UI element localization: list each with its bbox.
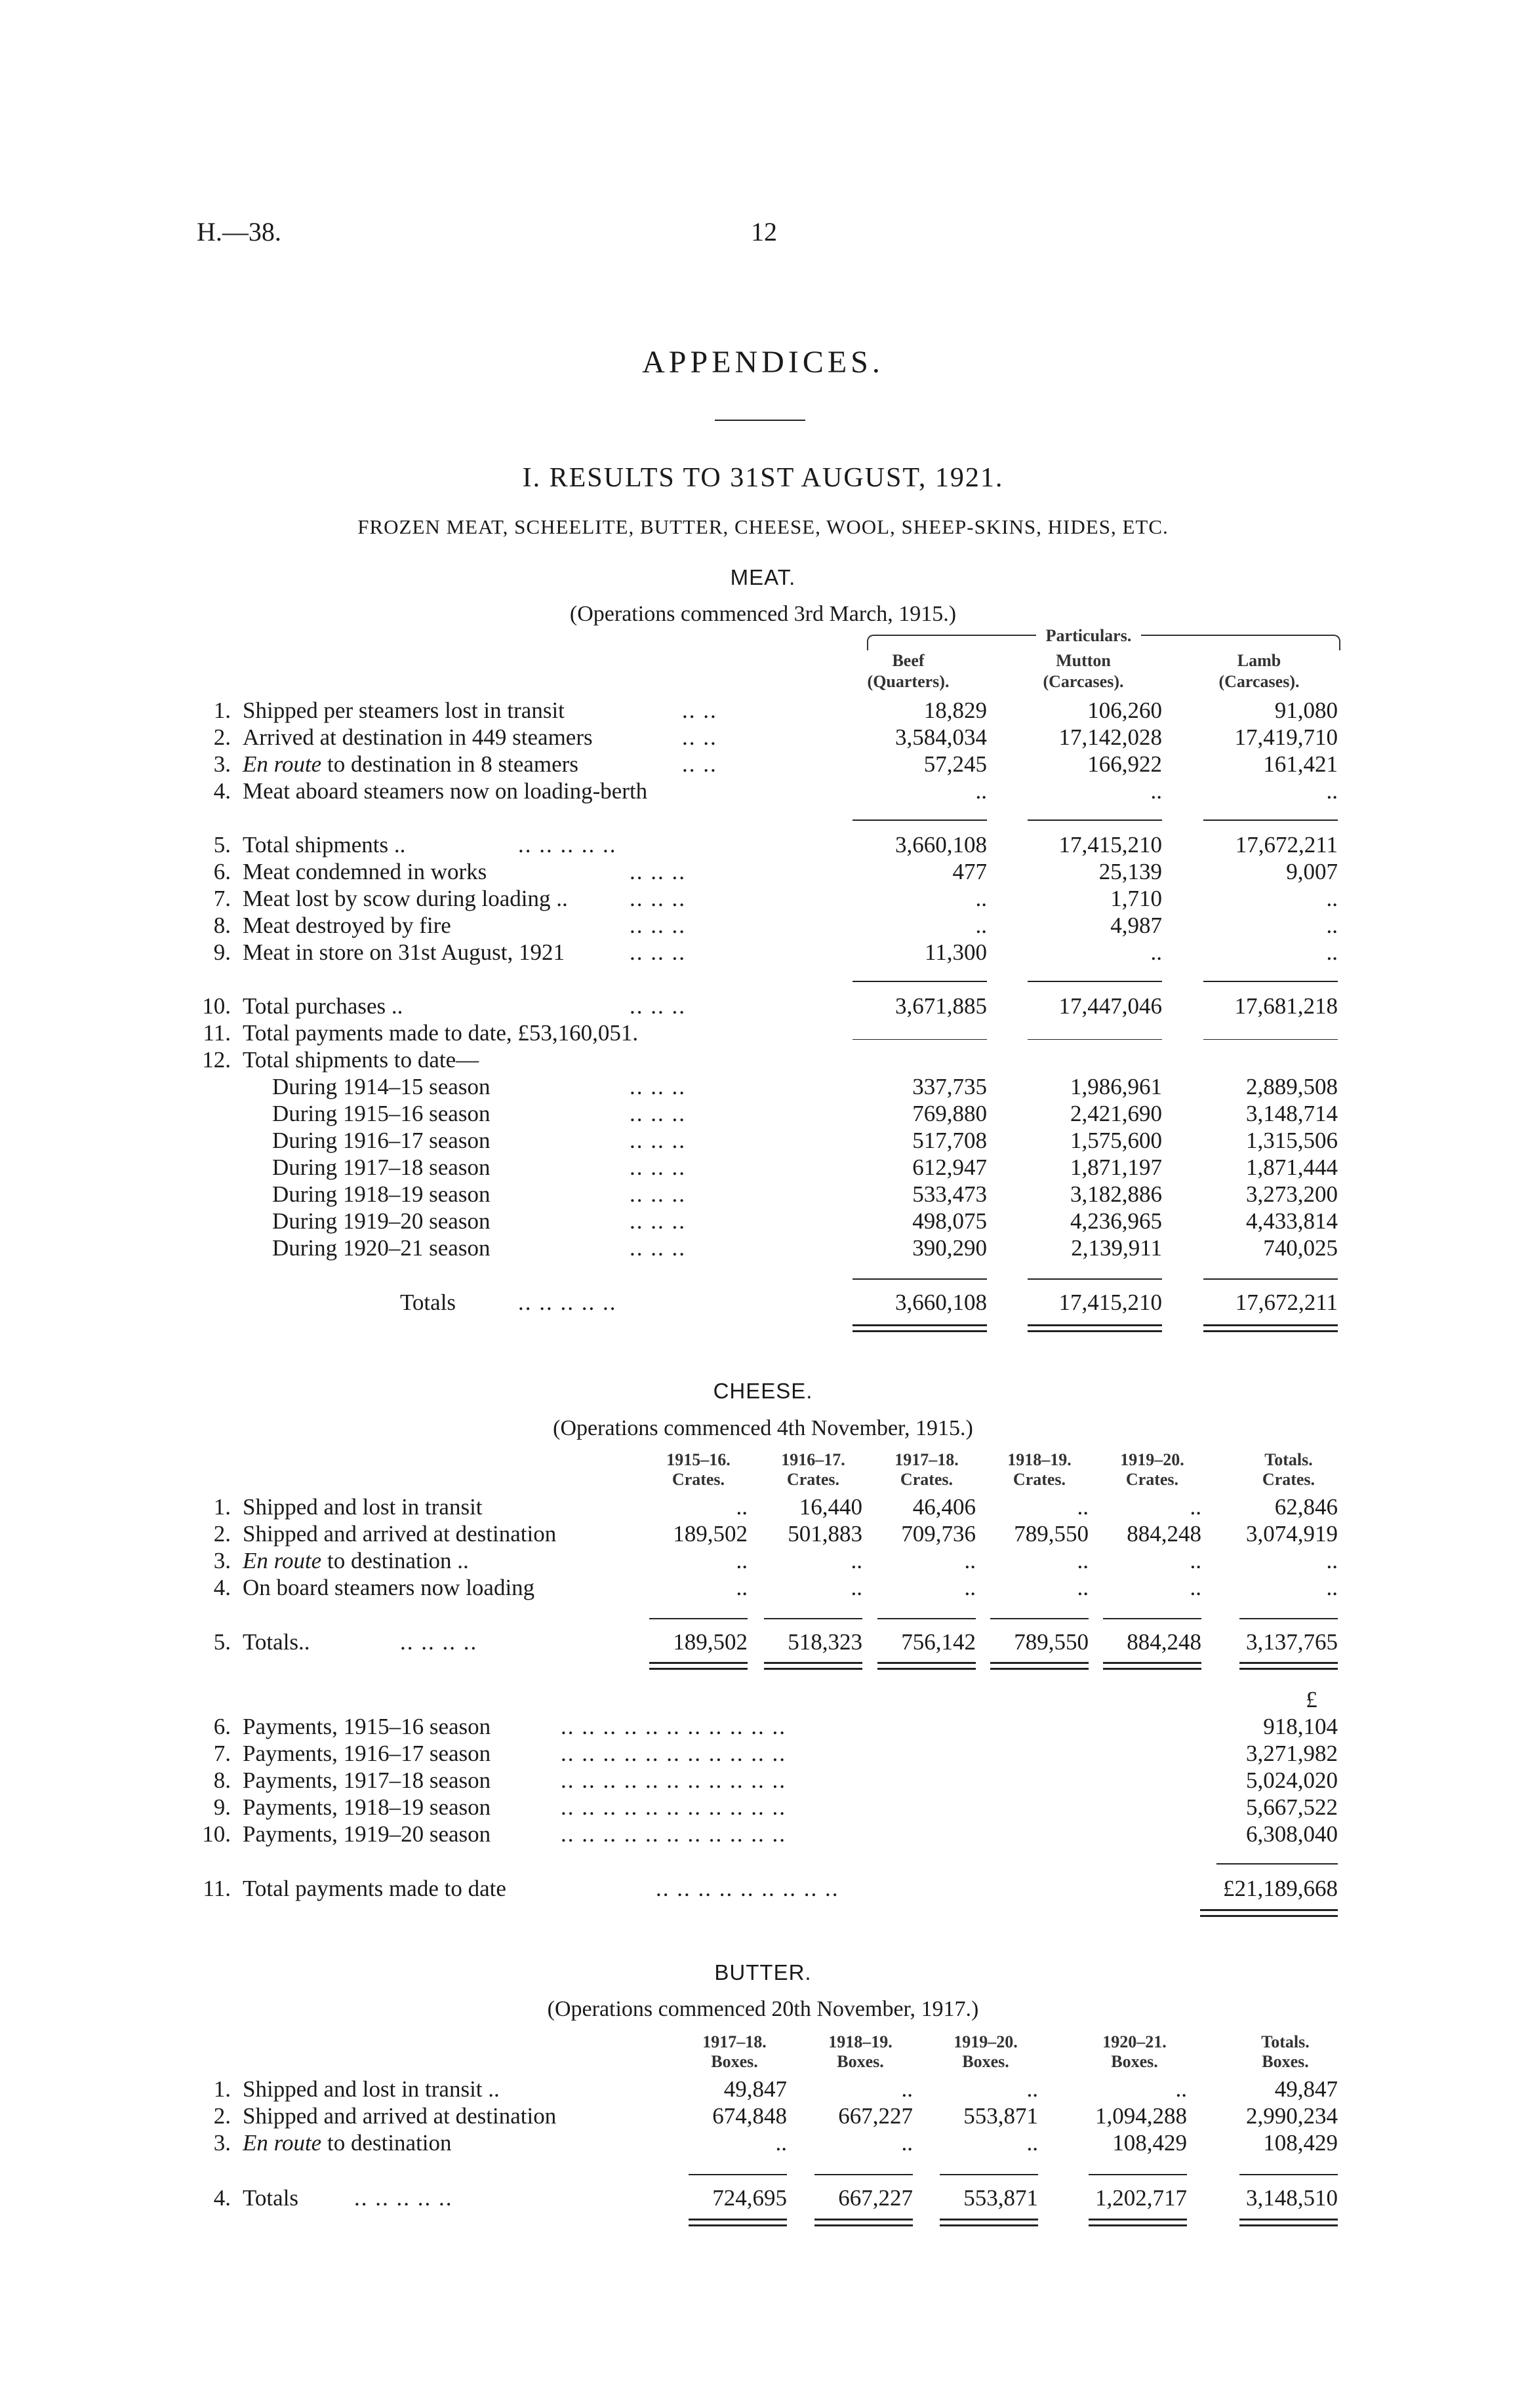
payment-value: 3,271,982 (1246, 1741, 1338, 1766)
row-number: 10. (202, 1821, 231, 1847)
meat-cell: 533,473 (912, 1181, 987, 1207)
leader-dots: .. .. .. (630, 939, 686, 965)
leader-dots: .. .. .. (630, 886, 686, 911)
row-number: 5. (213, 1629, 231, 1655)
cheese-cell: 189,502 (673, 1629, 748, 1655)
row-number: 8. (213, 913, 231, 938)
meat-cell: .. (975, 778, 987, 804)
column-rule (1239, 2174, 1338, 2175)
butter-cell: 667,227 (838, 2185, 913, 2211)
butter-cell: 2,990,234 (1246, 2103, 1338, 2129)
payment-value: 918,104 (1263, 1714, 1338, 1739)
cheese-cell: 62,846 (1274, 1494, 1338, 1520)
column-rule (1203, 1039, 1338, 1040)
cheese-cell: 884,248 (1127, 1521, 1201, 1547)
leader-dots: .. .. .. (630, 1155, 686, 1180)
row-label: Total payments made to date (243, 1876, 506, 1901)
leader-dots: .. .. .. .. .. .. .. .. .. .. .. (561, 1767, 786, 1793)
butter-col-unit: Boxes. (837, 2052, 884, 2071)
title-rule (715, 420, 805, 421)
butter-cell: .. (1026, 2130, 1038, 2156)
double-rule (990, 1662, 1089, 1670)
meat-cell: 612,947 (912, 1155, 987, 1180)
payment-value: 5,024,020 (1246, 1767, 1338, 1793)
column-rule (1203, 819, 1338, 821)
cheese-cell: 16,440 (799, 1494, 862, 1520)
meat-heading: MEAT. (730, 565, 796, 589)
row-number: 4. (213, 2185, 231, 2211)
meat-cell: .. (1150, 778, 1162, 804)
cheese-cell: 756,142 (901, 1629, 976, 1655)
column-rule (877, 1618, 976, 1619)
row-label: Shipped and lost in transit .. (243, 2076, 500, 2102)
row-label: During 1917–18 season (272, 1155, 491, 1180)
cheese-cell: 46,406 (912, 1494, 976, 1520)
meat-cell: .. (975, 913, 987, 938)
butter-col-unit: Boxes. (962, 2052, 1009, 2071)
meat-cell: 3,660,108 (895, 1290, 987, 1315)
meat-cell: 4,987 (1110, 913, 1162, 938)
row-number: 5. (213, 832, 231, 858)
row-label: Payments, 1916–17 season (243, 1741, 491, 1766)
cheese-cell: .. (964, 1548, 976, 1573)
meat-col-unit: (Quarters). (867, 672, 950, 691)
meat-cell: 3,182,886 (1070, 1181, 1162, 1207)
row-label: On board steamers now loading (243, 1575, 535, 1600)
double-rule (689, 2219, 787, 2226)
meat-cell: 3,584,034 (895, 724, 987, 750)
meat-cell: 91,080 (1274, 698, 1338, 723)
column-rule (1028, 1039, 1162, 1040)
cheese-cell: .. (964, 1575, 976, 1600)
meat-cell: 17,672,211 (1235, 1290, 1338, 1315)
double-rule (1239, 1662, 1338, 1670)
cheese-cell: 518,323 (788, 1629, 862, 1655)
column-rule (764, 1618, 862, 1619)
row-label: Total shipments .. (243, 832, 406, 858)
row-number: 10. (202, 993, 231, 1019)
leader-dots: .. .. (682, 698, 717, 723)
row-number: 2. (213, 2103, 231, 2129)
cheese-cell: 884,248 (1127, 1629, 1201, 1655)
meat-cell: 740,025 (1263, 1235, 1338, 1261)
column-rule (1028, 819, 1162, 821)
row-label: Payments, 1919–20 season (243, 1821, 491, 1847)
cheese-cell: .. (851, 1575, 862, 1600)
column-rule (853, 981, 987, 982)
row-label: Meat condemned in works (243, 859, 487, 884)
meat-cell: 4,236,965 (1070, 1208, 1162, 1234)
row-label: Total purchases .. (243, 993, 403, 1019)
butter-col-head: 1919–20. (954, 2032, 1018, 2051)
cheese-cell: .. (1190, 1494, 1201, 1520)
leader-dots: .. .. .. (630, 1181, 686, 1207)
row-label: Payments, 1917–18 season (243, 1767, 491, 1793)
leader-dots: .. .. .. .. .. .. .. .. .. .. .. (561, 1741, 786, 1766)
column-rule (1203, 981, 1338, 982)
row-label: Totals (243, 2185, 299, 2211)
leader-dots: .. .. .. .. .. .. .. .. .. (656, 1876, 839, 1901)
butter-col-unit: Boxes. (1262, 2052, 1309, 2071)
row-label: Shipped and arrived at destination (243, 2103, 557, 2129)
cheese-cell: 789,550 (1014, 1629, 1089, 1655)
cheese-col-head: 1918–19. (1007, 1450, 1072, 1469)
double-rule (814, 2219, 913, 2226)
cheese-cell: 3,137,765 (1246, 1629, 1338, 1655)
leader-dots: .. .. .. .. .. (518, 832, 617, 858)
meat-cell: 2,139,911 (1071, 1235, 1162, 1261)
leader-dots (820, 778, 846, 804)
cheese-cell: 3,074,919 (1246, 1521, 1338, 1547)
row-number: 6. (213, 859, 231, 884)
cheese-col-unit: Crates. (1262, 1470, 1315, 1489)
double-rule (1103, 1662, 1201, 1670)
meat-cell: .. (1326, 913, 1338, 938)
column-rule (1103, 1618, 1201, 1619)
column-rule (940, 2174, 1038, 2175)
cheese-col-head: Totals. (1264, 1450, 1313, 1469)
butter-cell: .. (1175, 2076, 1187, 2102)
double-rule (649, 1662, 748, 1670)
column-rule (1028, 981, 1162, 982)
butter-cell: .. (1026, 2076, 1038, 2102)
particulars-label: Particulars. (1036, 626, 1141, 646)
meat-col-head: Lamb (1237, 651, 1281, 670)
column-rule (649, 1618, 748, 1619)
column-rule (1239, 1618, 1338, 1619)
cheese-cell: 189,502 (673, 1521, 748, 1547)
meat-col-head: Mutton (1056, 651, 1111, 670)
cheese-cell: 501,883 (788, 1521, 862, 1547)
row-label: Meat destroyed by fire (243, 913, 451, 938)
meat-cell: 3,660,108 (895, 832, 987, 858)
row-label: En route to destination (243, 2130, 452, 2156)
row-number: 6. (213, 1714, 231, 1739)
leader-dots: .. .. .. .. .. (354, 2185, 453, 2211)
meat-cell: 17,142,028 (1058, 724, 1162, 750)
row-label: During 1916–17 season (272, 1128, 491, 1153)
meat-cell: 1,315,506 (1246, 1128, 1338, 1153)
row-number: 1. (213, 1494, 231, 1520)
leader-dots (607, 1493, 630, 1520)
cheese-cell: .. (1326, 1548, 1338, 1573)
column-rule (814, 2174, 913, 2175)
meat-cell: 17,447,046 (1058, 993, 1162, 1019)
row-number: 2. (213, 1521, 231, 1547)
meat-cell: 1,871,444 (1246, 1155, 1338, 1180)
cheese-cell: .. (1077, 1575, 1089, 1600)
italic-label: En route (243, 1548, 322, 1573)
meat-cell: 2,889,508 (1246, 1074, 1338, 1099)
cheese-col-head: 1915–16. (666, 1450, 731, 1469)
leader-dots: .. .. .. .. .. .. .. .. .. .. .. (561, 1714, 786, 1739)
leader-dots: .. .. (682, 724, 717, 750)
butter-col-head: 1920–21. (1102, 2032, 1167, 2051)
row-number: 7. (213, 886, 231, 911)
butter-cell: 49,847 (723, 2076, 787, 2102)
meat-cell: .. (1326, 778, 1338, 804)
butter-cell: 724,695 (712, 2185, 787, 2211)
leader-dots: .. .. .. (630, 859, 686, 884)
row-label: During 1920–21 season (272, 1235, 491, 1261)
leader-dots: .. .. .. (630, 1208, 686, 1234)
cheese-col-head: 1917–18. (894, 1450, 959, 1469)
double-rule (940, 2219, 1038, 2226)
row-label: Totals (400, 1290, 456, 1315)
row-number: 8. (213, 1767, 231, 1793)
payment-value: 5,667,522 (1246, 1794, 1338, 1820)
leader-dots: .. .. .. .. .. (518, 1290, 617, 1315)
butter-cell: 667,227 (838, 2103, 913, 2129)
cheese-cell: .. (1077, 1494, 1089, 1520)
row-number: 1. (213, 2076, 231, 2102)
cheese-col-head: 1916–17. (781, 1450, 845, 1469)
row-label: Meat aboard steamers now on loading-berth (243, 778, 648, 804)
meat-cell: 2,421,690 (1070, 1101, 1162, 1126)
butter-cell: 1,094,288 (1095, 2103, 1187, 2129)
meat-cell: 17,419,710 (1234, 724, 1338, 750)
double-rule (764, 1662, 862, 1670)
meat-cell: .. (1326, 886, 1338, 911)
column-rule (853, 1039, 987, 1040)
row-label: Arrived at destination in 449 steamers (243, 724, 593, 750)
cheese-heading: CHEESE. (713, 1379, 813, 1403)
cheese-col-head: 1919–20. (1120, 1450, 1184, 1469)
leader-dots (646, 2076, 669, 2102)
double-rule (1239, 2219, 1338, 2226)
meat-cell: 1,710 (1110, 886, 1162, 911)
leader-dots: .. .. .. (630, 1235, 686, 1261)
row-label: Total payments made to date, £53,160,051. (243, 1020, 639, 1046)
column-rule (853, 1278, 987, 1280)
butter-col-head: Totals. (1261, 2032, 1310, 2051)
row-number: 9. (213, 939, 231, 965)
meat-cell: 166,922 (1087, 751, 1162, 777)
row-number: 9. (213, 1794, 231, 1820)
cheese-cell: 709,736 (901, 1521, 976, 1547)
double-rule (1089, 2219, 1187, 2226)
meat-col-unit: (Carcases). (1043, 672, 1124, 691)
row-number: 3. (213, 1548, 231, 1573)
column-rule (1089, 2174, 1187, 2175)
butter-col-unit: Boxes. (711, 2052, 758, 2071)
double-rule (853, 1324, 987, 1332)
meat-col-head: Beef (892, 651, 925, 670)
meat-cell: 17,415,210 (1058, 1290, 1162, 1315)
meat-cell: 17,672,211 (1235, 832, 1338, 858)
row-label: During 1915–16 season (272, 1101, 491, 1126)
meat-cell: .. (975, 886, 987, 911)
butter-cell: .. (901, 2076, 913, 2102)
row-number: 4. (213, 1575, 231, 1600)
meat-cell: 337,735 (912, 1074, 987, 1099)
column-rule (689, 2174, 787, 2175)
meat-cell: .. (1150, 939, 1162, 965)
meat-cell: 1,575,600 (1070, 1128, 1162, 1153)
meat-cell: 3,148,714 (1246, 1101, 1338, 1126)
leader-dots: .. .. .. (630, 1101, 686, 1126)
row-label: Total shipments to date— (243, 1047, 479, 1073)
section-title: I. RESULTS TO 31ST AUGUST, 1921. (522, 463, 1004, 493)
butter-cell: .. (775, 2130, 787, 2156)
butter-heading: BUTTER. (714, 1960, 812, 1984)
row-number: 7. (213, 1741, 231, 1766)
meat-cell: 161,421 (1263, 751, 1338, 777)
butter-cell: 553,871 (963, 2103, 1038, 2129)
butter-col-unit: Boxes. (1111, 2052, 1158, 2071)
cheese-col-unit: Crates. (1125, 1470, 1179, 1489)
column-rule (853, 819, 987, 821)
row-label: Meat lost by scow during loading .. (243, 886, 568, 911)
butter-cell: 3,148,510 (1246, 2185, 1338, 2211)
meat-cell: 17,681,218 (1234, 993, 1338, 1019)
row-label: During 1918–19 season (272, 1181, 491, 1207)
meat-cell: 106,260 (1087, 698, 1162, 723)
column-rule (1216, 1863, 1338, 1865)
column-rule (990, 1618, 1089, 1619)
meat-cell: 3,273,200 (1246, 1181, 1338, 1207)
meat-cell: 17,415,210 (1058, 832, 1162, 858)
leader-dots (646, 2102, 669, 2129)
meat-cell: 4,433,814 (1246, 1208, 1338, 1234)
cheese-note: (Operations commenced 4th November, 1915.) (553, 1416, 973, 1440)
meat-cell: 517,708 (912, 1128, 987, 1153)
row-label: En route to destination .. (243, 1548, 469, 1573)
meat-cell: 1,986,961 (1070, 1074, 1162, 1099)
butter-cell: 674,848 (712, 2103, 787, 2129)
cheese-cell: .. (736, 1494, 748, 1520)
row-label: Shipped and lost in transit (243, 1494, 483, 1520)
row-number: 3. (213, 2130, 231, 2156)
cheese-cell: .. (736, 1575, 748, 1600)
column-rule (1028, 1278, 1162, 1280)
meat-cell: 18,829 (923, 698, 987, 723)
meat-cell: 57,245 (923, 751, 987, 777)
cheese-col-unit: Crates. (786, 1470, 840, 1489)
double-rule (1203, 1324, 1338, 1332)
leader-dots: .. .. .. (630, 1128, 686, 1153)
row-label: Meat in store on 31st August, 1921 (243, 939, 565, 965)
meat-cell: 25,139 (1098, 859, 1162, 884)
row-label: Payments, 1918–19 season (243, 1794, 491, 1820)
row-label: Shipped and arrived at destination (243, 1521, 557, 1547)
butter-cell: .. (901, 2130, 913, 2156)
leader-dots (607, 1574, 630, 1601)
leader-dots: .. .. .. (630, 913, 686, 938)
meat-cell: 477 (952, 859, 987, 884)
meat-cell: 11,300 (925, 939, 987, 965)
cheese-cell: .. (1190, 1575, 1201, 1600)
meat-cell: 3,671,885 (895, 993, 987, 1019)
row-number: 2. (213, 724, 231, 750)
row-label: Totals.. (243, 1629, 310, 1655)
row-label: Payments, 1915–16 season (243, 1714, 491, 1739)
butter-cell: 108,429 (1112, 2130, 1187, 2156)
row-number: 12. (202, 1047, 231, 1073)
meat-cell: 769,880 (912, 1101, 987, 1126)
meat-note: (Operations commenced 3rd March, 1915.) (569, 602, 957, 626)
row-number: 1. (213, 698, 231, 723)
meat-cell: 498,075 (912, 1208, 987, 1234)
row-number: 11. (203, 1020, 231, 1046)
butter-cell: 108,429 (1263, 2130, 1338, 2156)
row-label: During 1914–15 season (272, 1074, 491, 1099)
italic-label: En route (243, 751, 322, 777)
butter-col-head: 1918–19. (828, 2032, 893, 2051)
leader-dots: .. .. .. (630, 1074, 686, 1099)
leader-dots: .. .. (682, 751, 717, 777)
meat-col-unit: (Carcases). (1218, 672, 1300, 691)
leader-dots: .. .. .. .. (400, 1629, 478, 1655)
leader-dots (646, 2129, 669, 2156)
cheese-cell: .. (1190, 1548, 1201, 1573)
page-code: H.—38. (197, 217, 281, 247)
cheese-cell: 789,550 (1014, 1521, 1089, 1547)
italic-label: En route (243, 2130, 322, 2156)
row-label: During 1919–20 season (272, 1208, 491, 1234)
column-rule (1203, 1278, 1338, 1280)
section-subtitle: FROZEN MEAT, SCHEELITE, BUTTER, CHEESE, WOOL, SHEEP-SKINS, HIDES, ETC. (357, 515, 1169, 538)
butter-col-head: 1917–18. (702, 2032, 767, 2051)
row-number: 11. (203, 1876, 231, 1901)
leader-dots: .. .. .. .. .. .. .. .. .. .. .. (561, 1821, 786, 1847)
cheese-cell: .. (1077, 1548, 1089, 1573)
row-label: Shipped per steamers lost in transit (243, 698, 565, 723)
payment-value: 6,308,040 (1246, 1821, 1338, 1847)
row-number: 4. (213, 778, 231, 804)
cheese-cell: .. (851, 1548, 862, 1573)
cheese-col-unit: Crates. (1013, 1470, 1066, 1489)
cheese-col-unit: Crates. (672, 1470, 725, 1489)
double-rule (1200, 1909, 1338, 1917)
page-number: 12 (751, 217, 777, 247)
butter-cell: 553,871 (963, 2185, 1038, 2211)
leader-dots: .. .. .. (630, 993, 686, 1019)
meat-cell: 390,290 (912, 1235, 987, 1261)
meat-cell: .. (1326, 939, 1338, 965)
currency-symbol: £ (1306, 1687, 1317, 1712)
butter-cell: 49,847 (1274, 2076, 1338, 2102)
butter-note: (Operations commenced 20th November, 1917.) (547, 1997, 979, 2021)
cheese-col-unit: Crates. (900, 1470, 954, 1489)
cheese-cell: .. (1326, 1575, 1338, 1600)
leader-dots: .. .. .. .. .. .. .. .. .. .. .. (561, 1794, 786, 1820)
page-title: APPENDICES. (642, 345, 884, 380)
meat-cell: 1,871,197 (1070, 1155, 1162, 1180)
cheese-cell: .. (736, 1548, 748, 1573)
meat-cell: 9,007 (1286, 859, 1338, 884)
double-rule (1028, 1324, 1162, 1332)
butter-cell: 1,202,717 (1095, 2185, 1187, 2211)
double-rule (877, 1662, 976, 1670)
payment-value: £21,189,668 (1223, 1876, 1338, 1901)
row-number: 3. (213, 751, 231, 777)
row-label: En route to destination in 8 steamers (243, 751, 578, 777)
